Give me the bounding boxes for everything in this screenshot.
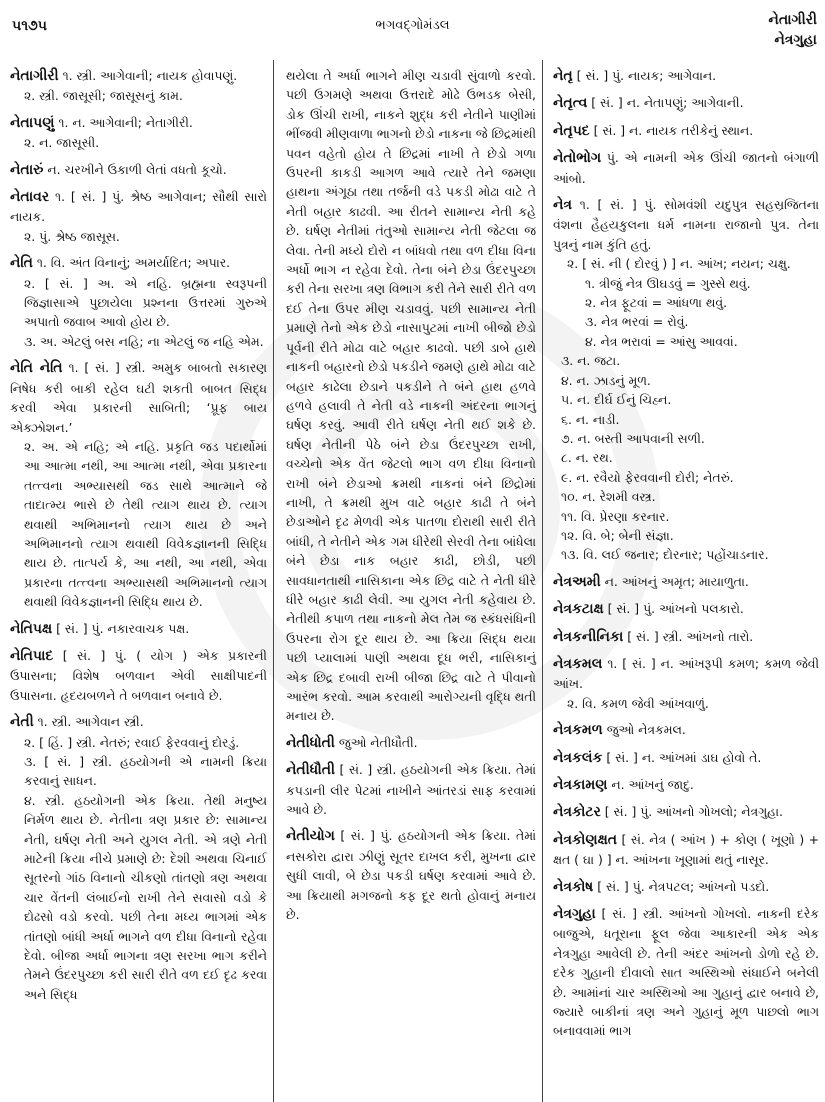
- entry-sense: [ સં. ] સ્ત્રી. આંખનો તારો.: [627, 628, 754, 644]
- entry-sense: ૩. ન. જટા.: [561, 353, 621, 369]
- entry-sense: [ સં. ] ન. નેતાપણું; આગેવાની.: [591, 95, 744, 111]
- entry-sense: ન. આંખનું અમૃત; માયાળુતા.: [604, 573, 749, 589]
- entry-headword: નેતી: [10, 714, 34, 731]
- entry-sense: ૨. વિ. કમળ જેવી આંખવાળું.: [567, 695, 709, 711]
- entry-sense: ૨. [ હિં. ] સ્ત્રી. નેતરું; રવાઈ ફેરવવાનું દોરડું.: [24, 734, 240, 750]
- entry-sense: [ સં. ] પું. નાયક; આગેવાન.: [576, 68, 717, 83]
- dictionary-entry: [10, 619, 267, 639]
- entry-headword: નેતાપણું: [10, 114, 55, 131]
- dictionary-entry: [10, 160, 267, 180]
- entry-sense: ૩. [ સં. ] સ્ત્રી. હઠયોગની એ નામની ક્રિયા કરવાનું સાધન.: [24, 754, 267, 789]
- entry-sense: ૧૦. ન. રેશમી વસ્ત્ર.: [561, 489, 656, 505]
- entry-headword: નેત્રકોણક્ષત: [553, 831, 618, 848]
- entry-headword: નેત્રકોટર: [553, 804, 601, 821]
- dictionary-columns: [0, 60, 825, 1102]
- dictionary-entry: [286, 66, 536, 726]
- entry-sense: [ સં. ] પું. નકારવાચક પક્ષ.: [56, 620, 190, 636]
- dictionary-entry: [10, 66, 267, 106]
- entry-sense: [ સં. ] ન. નાયક તરીકેનું સ્થાન.: [593, 122, 754, 138]
- entry-sense: [ સં. ] સ્ત્રી. હઠયોગની એક ક્રિયા. તેમાં કપડાની લીર પેટમાં નાખીને આંતરડાં સાફ કરવામાં આવે છે.: [286, 762, 536, 818]
- dictionary-entry: [553, 195, 819, 565]
- entry-sense: ૩. અ. એટલું બસ નહિ; ના એટલું જ નહિ એમ.: [24, 333, 264, 349]
- dictionary-entry: [553, 627, 819, 647]
- entry-headword: નેતિ: [10, 255, 33, 272]
- page-header: [0, 0, 825, 60]
- entry-headword: નેતાવર: [10, 189, 50, 206]
- entry-sense: ૫. ન. દીર્ઘ ઈનું ચિહ્ન.: [561, 392, 672, 408]
- dictionary-entry: [286, 733, 536, 753]
- entry-sense: ૧. વિ. અંત વિનાનું; અમર્યાદિત; અપાર.: [36, 255, 231, 271]
- entry-sense: [ સં. નેત્ર ( આંખ ) + કોણ ( ખૂણો ) + ક્ષત ( ઘા ) ] ન. આંખના ખૂણામાં થતું નાસૂર.: [553, 831, 819, 868]
- entry-headword: નેત્રઅમી: [553, 573, 601, 590]
- column-3: [543, 60, 825, 1102]
- entry-sense: ૨. અ. એ નહિ; એ નહિ. પ્રકૃતિ જડ પદાર્થોમાં આ આત્મા નથી, આ આત્મા નથી, એવા પ્રકારના તત્ત્વના અભ્યાસથી જડ સાથે આત્માને જે તાદાત્મ્ય ભાસે છે તેથી ત્યાગ થાય છે. ત્યાગ થવાથી અભિમાનનો ત્યાગ થાય છે અને અભિમાનનો ત્યાગ થવાથી વિવેકજ્ઞાનની સિદ્ધિ થાય છે. તાત્પર્ય કે, આ નથી, આ નથી, એવા પ્રકારના તત્ત્વના અભ્યાસથી અભિમાનનો ત્યાગ થવાથી વિવેકજ્ઞાનની સિદ્ધિ થાય છે.: [24, 438, 267, 610]
- dictionary-entry: [553, 802, 819, 822]
- dictionary-entry: [10, 646, 267, 705]
- entry-headword: નેતિપાદ: [10, 647, 54, 664]
- dictionary-entry: [10, 187, 267, 246]
- dictionary-entry: [553, 748, 819, 768]
- dictionary-entry: [553, 775, 819, 795]
- dictionary-entry: [553, 148, 819, 188]
- dictionary-entry: [553, 599, 819, 619]
- entry-sense: ૨. ન. જાસૂસી.: [24, 135, 100, 151]
- entry-headword: નેતીયોગ: [286, 828, 335, 845]
- book-title: ભગવદ્ગોમંડલ: [375, 18, 450, 33]
- dictionary-entry: [553, 720, 819, 740]
- entry-headword: નેતીધૌતી: [286, 762, 335, 779]
- entry-sense: [ સં. ] પું. આંખનો ગોખલો; નેત્રગુહા.: [604, 804, 783, 820]
- entry-sense: ૧૨. વિ. બે; બેની સંજ્ઞા.: [561, 527, 674, 543]
- entry-sense: [ સં. ] પું. નેત્રપટલ; આંખનો પડદો.: [597, 878, 770, 894]
- entry-sense: ૧. [ સં. ] પું. સોમવંશી યદુપુત્ર સહસ્રજિતના વંશના હૈહયકુલના ધર્મ નામના રાજાનો પુત્ર. તેના પુત્રનું નામ કુંતિ હતું.: [553, 197, 819, 252]
- entry-headword: નેત્રકલંક: [553, 749, 603, 766]
- entry-headword: નેત્રકટાક્ષ: [553, 601, 604, 618]
- entry-sense: થયેલા તે અર્ધા ભાગને મીણ ચડાવી સુંવાળો કરવો. પછી ઉગમણે અથવા ઉત્તરાદે મોઢે ઉભડક બેસી, ડોક ઊંચી રાખી, નાકને શુદ્ધ કરી નેતીને પાણીમાં ભીંજવી મીણવાળા ભાગનો છેડો નાકના જે છિદ્રમાંથી પવન વહેતો હોય તે છિદ્રમાં નાખી તે છેડો ગળા ઉપરની કાકડી આગળ આવે ત્યારે તેને જમણા હાથના અંગૂઠા તથા તર્જની વડે પકડી મોઢા વાટે તે નેતી બહાર કાઢવી. આ રીતને સામાન્ય નેતી કહે છે. ઘર્ષણ નેતીમાં તંતુઓ સામાન્ય નેતી જેટલા જ લેવા. તેની મધ્યે દોરો ન બાંધવો તથા વળ દીધા વિના અર્ધો ભાગ ન રહેવા દેવો. તેના બંને છેડા ઉંદરપુચ્છા કરી તેના સરખા ત્રણ વિભાગ કરી તેને સારી રીતે વળ દઈ તેના ઉપર મીણ ચડાવવું. પછી સામાન્ય નેતી પ્રમાણે તેનો એક છેડો નાસાપુટમાં નાખી બીજો છેડો પૂર્વની રીતે મોઢા વાટે બહાર કાઢવો. પછી ડાબે હાથે નાકની બહારનો છેડો પકડીને જમણે હાથે મોઢા વાટે બહાર કાઢેલા છેડાને પકડીને તે બંને હાથ હળવે હળવે હલાવી તે નેતી વડે નાકની અંદરના ભાગનું ઘર્ષણ કરવું. આવી રીતે ઘર્ષણ નેતી થઈ શકે છે. ઘર્ષણ નેતીની પેઠે બંને છેડા ઉંદરપુચ્છા રાખી, વચ્ચેનો એક વેંત જેટલો ભાગ વળ દીધા વિનાનો રાખી બંને છેડાઓ ક્રમથી નાકનાં બંને છિદ્રોમાં નાખી, તે ક્રમથી મુખ વાટે બહાર કાઢી તે બંને છેડાઓને દૃઢ મેળવી એક પાતળા દોરાથી સારી રીતે બાંધી, તે નેતીને એક ગમ ધીરેથી સેરવી તેના બાંધેલા બંને છેડા નાક બહાર કાઢી, છોડી, પછી સાવધાનતાથી નાસિકાના એક છિદ્ર વાટે તે નેતી ધીરે ધીરે બહાર કાઢી લેવી. આ યુગલ નેતી કહેવાય છે. નેતીથી કપાળ તથા નાકનો મેલ તેમ જ સ્કંધસંધિની ઉપરના રોગ દૂર થાય છે. આ ક્રિયા સિદ્ધ થયા પછી પ્યાલામાં પાણી અથવા દૂધ ભરી, નાસિકાનું એક છિદ્ર દબાવી રાખી બીજા છિદ્ર વાટે તે પીવાનો આરંભ કરવો. આમ કરવાથી આરોગ્યની વૃદ્ધિ થતી મનાય છે.: [286, 68, 536, 724]
- entry-sense: ૧૩. વિ. લઈ જનાર; દોરનાર; પહોંચાડનાર.: [561, 547, 769, 563]
- entry-headword: નેતિ નેતિ: [10, 360, 63, 377]
- entry-sense: પું. એ નામની એક ઊંચી જાતનો બંગાળી આંબો.: [553, 150, 819, 186]
- dictionary-entry: [286, 826, 536, 924]
- entry-headword: નેતૃપદ: [553, 122, 590, 139]
- dictionary-entry: [10, 113, 267, 153]
- entry-idiom: ૧. ત્રીજું નેત્ર ઊઘડવું = ગુસ્સે થવું.: [585, 275, 751, 291]
- entry-headword: નેત્રકમલ: [553, 655, 603, 672]
- entry-headword: નેત્રગુહા: [553, 906, 596, 923]
- entry-idiom: ૨. નેત્ર ફૂટવાં = આંધળા થવું.: [585, 295, 728, 311]
- entry-sense: ૧. ન. આગેવાની; નેતાગીરી.: [58, 114, 193, 130]
- guide-words: [768, 10, 817, 50]
- entry-sense: ૨. [ સં. ] અ. એ નહિ. બ્રહ્મના સ્વરૂપની જિજ્ઞાસાએ પુછાયેલા પ્રશ્નના ઉત્તરમાં ગુરુએ અપાતો જવાબ આવો હોય છે.: [24, 275, 267, 330]
- entry-headword: નેતૃ: [553, 68, 573, 84]
- dictionary-entry: [553, 93, 819, 113]
- entry-sense: [ સં. ] પું. ( યોગ ) એક પ્રકારની ઉપાસના; વિશેષ બળવાન એવી સાક્ષીપાદની ઉપાસના. હૃદયબળને તે બળવાન બનાવે છે.: [10, 647, 267, 703]
- entry-headword: નેત્ર: [553, 197, 573, 214]
- entry-sense: ૧. [ સં. ] ન. આંખરૂપી કમળ; કમળ જેવી આંખ.: [553, 655, 819, 692]
- dictionary-entry: [553, 66, 819, 86]
- dictionary-entry: [10, 253, 267, 351]
- guide-word-last: નેત્રગુહા: [774, 32, 817, 48]
- entry-sense: ૨. સ્ત્રી. જાસૂસી; જાસૂસનું કામ.: [24, 88, 183, 104]
- entry-sense: ૭. ન. બસ્તી આપવાની સળી.: [561, 430, 705, 446]
- entry-headword: નેત્રકામણ: [553, 777, 608, 793]
- entry-headword: નેત્રકોષ: [553, 878, 594, 895]
- entry-sense: ન. આંખનું જાદુ.: [611, 777, 694, 792]
- entry-sense: ૧. [ સં. ] સ્ત્રી. અમુક બાબતો સકારણ નિષેધ કરી બાકી રહેલ ઘટી શકતી બાબત સિદ્ધ કરવી એવા પ્રકારની સાબિતી; ‘પ્રૂફ બાય એક્ઝોશન.’: [10, 360, 267, 435]
- entry-headword: નેત્રકનીનિકા: [553, 628, 624, 645]
- dictionary-entry: [10, 358, 267, 611]
- dictionary-entry: [286, 760, 536, 819]
- entry-sense: ૮. ન. રથ.: [561, 450, 613, 466]
- entry-idiom: ૩. નેત્ર ભરવાં = રોવું.: [585, 314, 689, 330]
- entry-sense: જુઓ નેત્રકમલ.: [606, 722, 686, 738]
- entry-sense: ૪. સ્ત્રી. હઠયોગની એક ક્રિયા. તેથી મનુષ્ય નિર્મળ થાય છે. નેતીના ત્રણ પ્રકાર છે: સામાન્ય નેતી, ઘર્ષણ નેતી અને યુગલ નેતી. એ ત્રણે નેતી માટેની ક્રિયા નીચે પ્રમાણે છે: દેશી અથવા ચિનાઈ સૂતરનો ગાંઠ વિનાનો ચીકણો તાંતણો ત્રણ અથવા ચાર વેંતની લંબાઈનો રાખી તેને સવાસો વડો કે દોઢસો વડો કરવો. પછી તેના મધ્ય ભાગમાં એક તાંતણો બાંધી અર્ધા ભાગને વળ દીધા વિનાનો રહેવા દેવો. બીજા અર્ધા ભાગના ત્રણ સરખા ભાગ કરીને તેમને ઉંદરપુચ્છા કરી સારી રીતે વળ દઈ દૃઢ કરવા અને સિદ્ધ: [24, 792, 267, 1002]
- entry-headword: નેતીધોતી: [286, 734, 335, 751]
- entry-sense: ૨. પું. શ્રેષ્ઠ જાસૂસ.: [24, 228, 120, 244]
- entry-sense: ૨. [ સં. ની ( દોરવું ) ] ન. આંખ; નયન; ચક્ષુ.: [567, 256, 791, 272]
- entry-sense: [ સં. ] ન. આંખમાં ડાઘ હોવો તે.: [606, 749, 762, 765]
- dictionary-entry: [553, 654, 819, 713]
- entry-sense: [ સં. ] પું. હઠયોગની એક ક્રિયા. તેમાં નસકોરા દ્વારા ઝીણું સૂતર દાખલ કરી, મુખના દ્વાર સુધી લાવી, બે છેડા પકડી ઘર્ષણ કરવામાં આવે છે. આ ક્રિયાથી મગજનો કફ દૂર થતો હોવાનું મનાય છે.: [286, 828, 536, 923]
- dictionary-entry: [553, 877, 819, 897]
- entry-sense: ૧. સ્ત્રી. આગેવાની; નાયક હોવાપણું.: [62, 68, 238, 83]
- dictionary-entry: [553, 572, 819, 592]
- entry-headword: નેતૃત્વ: [553, 95, 588, 112]
- entry-sense: ૯. ન. રવૈયો ફેરવવાની દોરી; નેતરું.: [561, 469, 734, 485]
- column-1: [0, 60, 274, 1102]
- dictionary-entry: [10, 712, 267, 1004]
- entry-headword: નેતિપક્ષ: [10, 620, 53, 637]
- entry-headword: નેતોભોગ: [553, 150, 602, 167]
- entry-headword: નેતારું: [10, 161, 44, 178]
- dictionary-entry: [553, 121, 819, 141]
- entry-sense: ૧. [ સં. ] પું. શ્રેષ્ઠ આગેવાન; સૌથી સારો નાયક.: [10, 189, 267, 225]
- dictionary-entry: [553, 830, 819, 870]
- guide-word-first: નેતાગીરી: [768, 12, 817, 28]
- entry-sense: [ સં. ] સ્ત્રી. આંખનો ગોખલો. નાકની દરેક બાજુએ, ધતૂરાના ફૂલ જેવા આકારની એક એક નેત્રગુહા આવેલી છે. તેની અંદર આંખનો ડોળો રહે છે. દરેક ગુહાની દીવાલો સાત અસ્થિઓ સંધાઈને બનેલી છે. આમાંનાં ચાર અસ્થિઓ આ ગુહાનું દ્વાર બનાવે છે, જ્યારે બાકીનાં ત્રણ અને ગુહાનું મૂળ પાછલો ભાગ બનાવવામાં ભાગ: [553, 906, 819, 1039]
- column-2: [274, 60, 543, 1102]
- entry-idiom: ૪. નેત્ર ભરાવાં = આંસુ આવવાં.: [585, 333, 738, 349]
- entry-sense: ૪. ન. ઝાડનું મૂળ.: [561, 372, 651, 388]
- entry-sense: ૧૧. વિ. પ્રેરણા કરનાર.: [561, 508, 670, 524]
- dictionary-entry: [553, 904, 819, 1041]
- entry-sense: [ સં. ] પું. આંખનો પલકારો.: [607, 601, 744, 617]
- entry-sense: જુઓ નેતીધૌતી.: [338, 734, 418, 750]
- entry-sense: ૬. ન. નાડી.: [561, 411, 620, 427]
- entry-sense: ન. ચરખીને ઉકાળી લેતાં વધતો કૂચો.: [47, 161, 227, 177]
- entry-sense: ૧. સ્ત્રી. આગેવાન સ્ત્રી.: [37, 714, 144, 730]
- page-number: ૫૧૭૫: [12, 18, 47, 34]
- entry-headword: નેતાગીરી: [10, 68, 59, 84]
- entry-headword: નેત્રકમળ: [553, 722, 603, 739]
